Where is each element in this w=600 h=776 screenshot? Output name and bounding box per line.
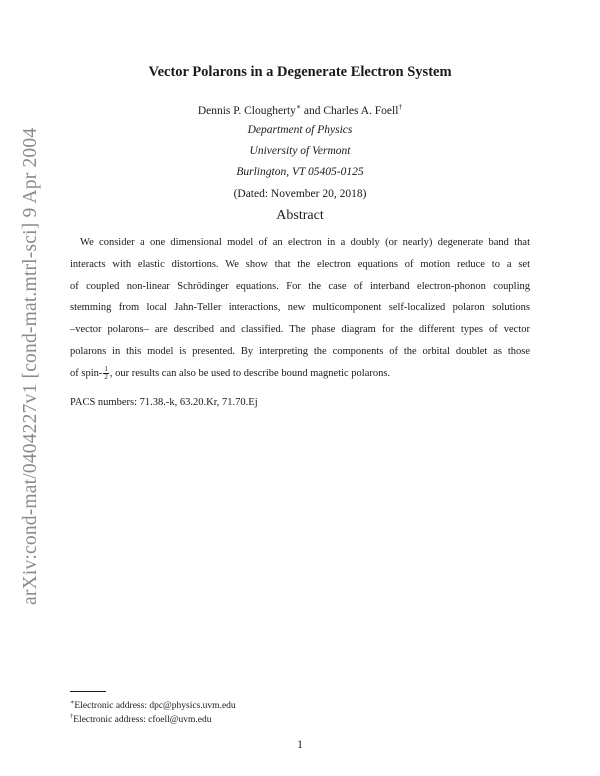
fraction-denominator: 2 [104, 372, 108, 381]
abstract-line [70, 363, 530, 385]
affiliation-location: Burlington, VT 05405-0125 [236, 166, 364, 178]
fraction-numerator: 1 [104, 364, 108, 373]
footnote-text: Electronic address: cfoell@uvm.edu [73, 715, 212, 726]
affiliation-department: Department of Physics [247, 124, 353, 136]
pacs-numbers: PACS numbers: 71.38.-k, 63.20.Kr, 71.70.Ej [70, 397, 258, 408]
affiliation-university: University of Vermont [249, 145, 351, 157]
footnote-marker: † [398, 102, 403, 111]
abstract-text: of spin- [70, 367, 103, 379]
abstract-line: –vector polarons– are described and classified. The phase diagram for the different types of vector [70, 324, 530, 336]
paper-title: Vector Polarons in a Degenerate Electron System [148, 64, 452, 80]
page-number: 1 [297, 739, 303, 751]
arxiv-identifier-stamp: arXiv:cond-mat/0404227v1 [cond-mat.mtrl-sci] 9 Apr 2004 [20, 127, 41, 605]
abstract-line: interacts with elastic distortions. We show that the electron equations of motion reduce to a set [70, 258, 530, 270]
abstract-body [70, 232, 530, 385]
footnote-text: Electronic address: dpc@physics.uvm.edu [74, 701, 236, 712]
footnote [70, 698, 236, 711]
abstract-line: We consider a one dimensional model of an electron in a doubly (or nearly) degenerate band that [80, 237, 530, 248]
abstract-line: polarons in this model is presented. By interpreting the components of the orbital doublet as those [70, 345, 530, 357]
abstract-line: of coupled non-linear Schrödinger equations. For the case of interband electron-phonon coupling [70, 280, 530, 292]
footnote [70, 713, 212, 725]
fraction-one-half [103, 366, 109, 381]
author-name: Charles A. Foell [323, 104, 399, 117]
author-name: Dennis P. Clougherty [197, 104, 296, 117]
abstract-heading: Abstract [276, 208, 324, 223]
footnote-marker: ∗ [70, 699, 75, 706]
date-line: (Dated: November 20, 2018) [233, 188, 367, 200]
footnote-marker: † [70, 713, 74, 720]
footnote-marker: ∗ [295, 102, 301, 111]
footnote-divider [70, 691, 106, 692]
abstract-text: , our results can also be used to describe bound magnetic polarons. [109, 367, 391, 379]
author-line [0, 102, 600, 117]
abstract-line: stemming from local Jahn-Teller interactions, new multicomponent self-localized polaron solutions [70, 302, 530, 314]
author-separator: and [301, 104, 324, 117]
